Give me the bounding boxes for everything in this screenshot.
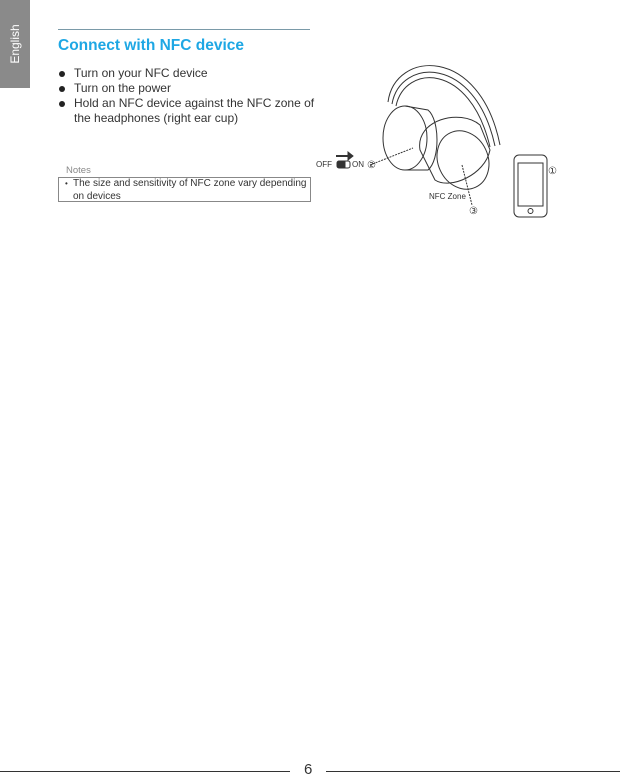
language-label: English <box>8 24 22 64</box>
note-item: • The size and sensitivity of NFC zone vary depending on devices <box>65 178 310 203</box>
off-label: OFF <box>316 160 332 169</box>
callout-3: ③ <box>469 206 478 217</box>
nfc-zone-label: NFC Zone <box>429 192 466 201</box>
smartphone-icon <box>514 155 547 217</box>
step-item: Turn on your NFC device <box>58 66 318 81</box>
notes-label: Notes <box>66 165 91 176</box>
right-earcup-icon <box>420 117 499 198</box>
on-label: ON <box>352 160 364 169</box>
footer-line-left <box>0 771 290 772</box>
step-item: Hold an NFC device against the NFC zone of the headphones (right ear cup) <box>58 96 318 126</box>
callout-1: ① <box>548 166 557 177</box>
headphones-illustration <box>310 50 570 225</box>
left-earcup-icon <box>383 106 437 170</box>
power-switch-icon <box>336 152 353 168</box>
step-item: Turn on the power <box>58 81 318 96</box>
language-tab <box>0 0 30 88</box>
steps-list <box>58 66 318 126</box>
page-number: 6 <box>304 761 313 778</box>
notes-box <box>58 177 311 202</box>
footer-line-right <box>326 771 620 772</box>
section-title: Connect with NFC device <box>58 37 245 54</box>
divider <box>58 29 310 30</box>
callout-2: ② <box>367 160 376 171</box>
